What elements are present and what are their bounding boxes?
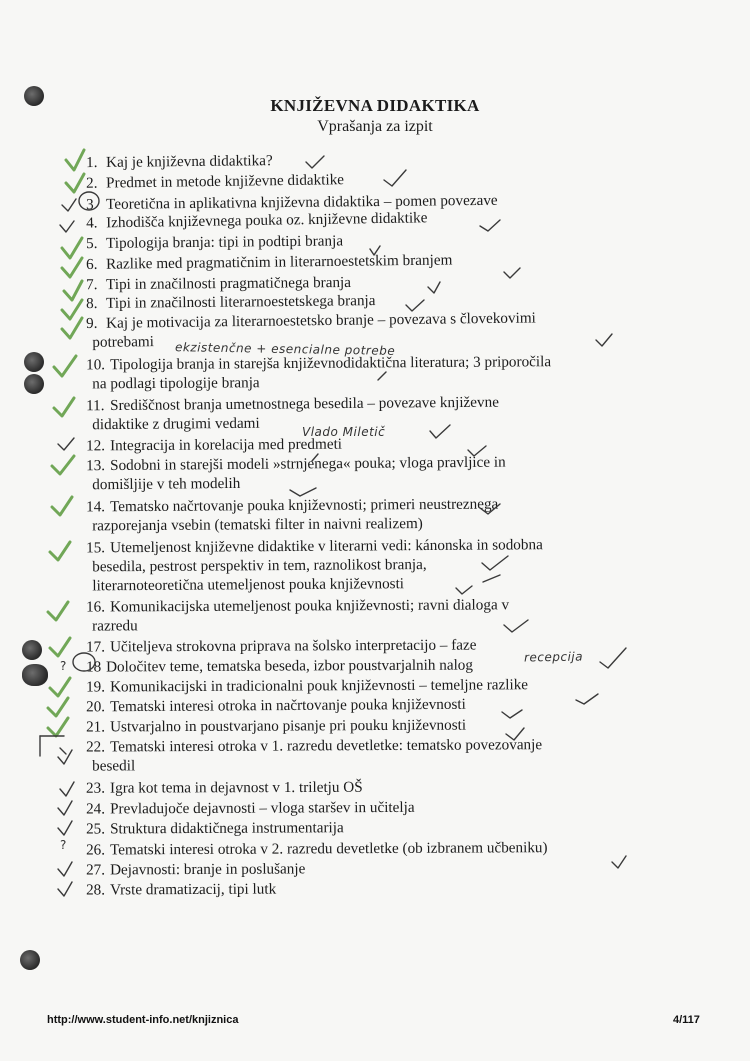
question-number: 1. <box>86 153 98 172</box>
question-number: 27. <box>86 861 106 879</box>
question-number: 22. <box>86 738 106 756</box>
question-number: 28. <box>86 881 106 899</box>
question-text: Kaj je motivacija za literarnoestetsko branje – povezava s človekovimi <box>106 309 536 332</box>
question-number: 24. <box>86 800 106 818</box>
question-number: 19. <box>86 678 106 696</box>
question-text: Komunikacijska utemeljenost pouka književnosti; ravni dialoga v <box>110 596 510 616</box>
question-number: 2. <box>86 174 98 192</box>
question-text: Tematski interesi otroka v 2. razredu devetletke (ob izbranem učbeniku) <box>110 839 548 859</box>
question-number: 10. <box>86 356 106 374</box>
question-text: Tipi in značilnosti pragmatičnega branja <box>106 273 352 294</box>
question-text: Izhodišča književnega pouka oz. književne didaktike <box>106 209 428 232</box>
question-number: 23. <box>86 779 106 797</box>
question-text-continuation: razredu <box>92 617 138 635</box>
handwritten-note-q17: recepcija <box>523 649 584 665</box>
question-number: 13. <box>86 457 106 475</box>
question-number: 15. <box>86 539 106 557</box>
question-text: Teoretična in aplikativna književna didaktika – pomen povezave <box>106 191 498 213</box>
question-text: Struktura didaktičnega instrumentarija <box>110 819 344 838</box>
footer-page-number: 4/117 <box>673 1014 700 1026</box>
question-number: 3 <box>86 196 94 214</box>
document-title: KNJIŽEVNA DIDAKTIKA <box>270 96 480 115</box>
question-number: 12. <box>86 437 106 455</box>
question-number: 5. <box>86 234 98 253</box>
question-text-continuation: potrebami <box>92 333 155 351</box>
question-text: Dejavnosti: branje in poslušanje <box>110 860 306 879</box>
question-number: 18 <box>86 658 102 676</box>
question-text-continuation: didaktike z drugimi vedami <box>92 414 260 434</box>
question-number: 21. <box>86 718 106 736</box>
question-number: 17. <box>86 638 106 656</box>
question-text: Učiteljeva strokovna priprava na šolsko interpretacijo – faze <box>110 636 477 656</box>
question-number: 9. <box>86 314 98 332</box>
handwritten-question-mark-q26: ? <box>60 838 67 852</box>
question-text-continuation: besedil <box>92 757 136 775</box>
question-text: Komunikacijski in tradicionalni pouk književnosti – temeljne razlike <box>110 676 529 696</box>
question-number: 16. <box>86 598 106 616</box>
question-text-continuation: razporejanja vsebin (tematski filter in naivni realizem) <box>92 515 423 535</box>
question-text: Tipi in značilnosti literarnoestetskega branja <box>106 292 376 312</box>
question-text-continuation: na podlagi tipologije branja <box>92 374 260 393</box>
question-number: 14. <box>86 498 106 516</box>
question-text: Ustvarjalno in poustvarjano pisanje pri pouku književnosti <box>110 716 467 736</box>
question-text: Tematski interesi otroka v 1. razredu devetletke: tematsko povezovanje <box>110 736 543 756</box>
question-number: 20. <box>86 698 106 716</box>
question-number: 4. <box>86 214 98 232</box>
question-text: Tipologija branja: tipi in podtipi branja <box>106 232 344 252</box>
handwritten-note-q9: ekzistenčne + esencialne potrebe <box>174 340 396 358</box>
question-text: Predmet in metode književne didaktike <box>106 171 345 192</box>
question-text: Tematsko načrtovanje pouka književnosti; primeri neustreznega <box>110 495 499 516</box>
question-text: Prevladujoče dejavnosti – vloga staršev in učitelja <box>110 798 415 818</box>
document-subtitle: Vprašanja za izpit <box>317 118 433 135</box>
question-number: 11. <box>86 397 105 415</box>
question-text: Kaj je književna didaktika? <box>106 152 273 171</box>
question-text: Igra kot tema in dejavnost v 1. triletju OŠ <box>110 778 363 797</box>
question-number: 25. <box>86 820 106 838</box>
question-text: Tematski interesi otroka in načrtovanje pouka književnosti <box>110 695 466 716</box>
question-text-continuation: literarnoteoretična utemeljenost pouka književnosti <box>92 575 405 595</box>
question-text: Integracija in korelacija med predmeti <box>110 435 343 455</box>
question-text: Razlike med pragmatičnim in literarnoestetskim branjem <box>106 251 453 273</box>
question-text: Določitev teme, tematska beseda, izbor poustvarjalnih nalog <box>106 656 474 676</box>
question-text-continuation: besedila, pestrost perspektiv in tem, raznolikost branja, <box>92 556 427 576</box>
question-text: Sodobni in starejši modeli »strnjenega« pouka; vloga pravljice in <box>110 453 506 475</box>
question-number: 26. <box>86 841 106 859</box>
question-number: 7. <box>86 276 98 294</box>
question-text-continuation: domišljije v teh modelih <box>92 474 241 494</box>
question-number: 6. <box>86 255 98 273</box>
question-text: Središčnost branja umetnostnega besedila – povezave književne <box>110 393 499 415</box>
question-text: Vrste dramatizacij, tipi lutk <box>110 880 277 899</box>
question-number: 8. <box>86 294 98 313</box>
handwritten-note-q11: Vlado Miletič <box>302 425 386 439</box>
footer-url: http://www.student-info.net/knjiznica <box>47 1014 239 1026</box>
question-text: Utemeljenost književne didaktike v literarni vedi: kánonska in sodobna <box>110 536 543 557</box>
handwritten-question-mark-q18: ? <box>60 659 67 673</box>
question-text: Tipologija branja in starejša književnodidaktična literatura; 3 priporočila <box>110 353 552 374</box>
